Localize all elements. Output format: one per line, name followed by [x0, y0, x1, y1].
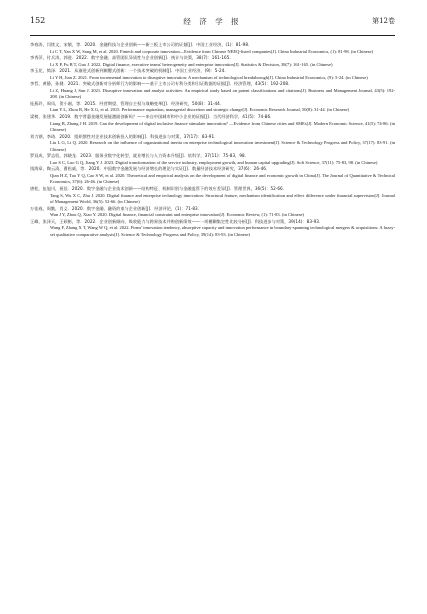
- reference-item: [30, 186, 395, 206]
- reference-cn: 梁榜，张建华．2019．数字普惠金融发展能激励创新吗？——来自中国城市和中小企业的证据[J]．当代经济科学，41(5)：74-86．: [30, 114, 275, 120]
- journal-name: 经 济 学 报: [183, 17, 242, 26]
- reference-item: [30, 219, 395, 239]
- reference-cn: 罗双成，罗志恒，郭晓龙．2023．服务业数字化转型、就业增长与人力资本升级[J]．软科学，37(11)：75-83，98．: [30, 153, 249, 159]
- reference-cn: 连燕玲，周凤，贺小刚，等．2015．经营期望、管理自主权与战略变革[J]．经济研究，50(8)：31-44．: [30, 100, 225, 106]
- page-number: 152: [30, 16, 46, 25]
- reference-item: [30, 68, 395, 81]
- reference-en: Liu L G, Li Q. 2020. Research on the influence of organizational inertia on enterprise technological innovation investment[J]. Science & Technology Progress and Policy, 37(17): 83-91. (in Chinese): [50, 140, 395, 152]
- reference-item: [30, 42, 395, 55]
- reference-cn: 李秀萍，付兵涛，郭进．2022．数字金融、高管团队异质性与企业创新[J]．统计与决策，38(7)：161-165．: [30, 55, 234, 61]
- reference-item: [30, 55, 395, 68]
- reference-en: Li X P, Fu B T, Guo J. 2022. Digital finance, executive teams' heterogeneity and enterprise innovation[J]. Statistics & Decision, 38(7): 161-165. (in Chinese): [50, 61, 333, 67]
- reference-cn: 唐松，伍旭川，祝佳．2020．数字金融与企业技术创新——结构特征、机制识别与金融监管下的效应差异[J]．管理世界，36(5)：52-66．: [30, 186, 287, 192]
- reference-cn: 钱海章，陶云清，曹松威，等．2020．中国数字金融发展与经济增长的理论与实证[J]．数量经济技术经济研究，37(6)：26-46．: [30, 166, 271, 172]
- reference-item: [30, 134, 395, 154]
- reference-en: Liang B, Zhang J H. 2019. Can the development of digital inclusive finance stimulate innovation? —Evidence from Chinese cities and SMEs[J]. Modern Economic Science, 41(5): 74-86. (in Chinese): [50, 120, 395, 133]
- reference-en: Luo S C, Luo G Q, Jiang Y J. 2023. Digital transformation of the service industry, employment growth, and human capital upgrading[J]. Soft Science, 37(11): 75-83, 98. (in Chinese): [50, 159, 378, 165]
- reference-en: Li Z, Huang J, Sun J. 2021. Disruptive innovation and analyst activities: An empirical study based on patent classifications and citations[J]. Business and Management Journal, 43(5): 192-208. (in Chinese): [50, 87, 395, 100]
- reference-item: [30, 166, 395, 186]
- reference-cn: 李春涛，闫续文，宋敏，等．2020．金融科技与企业创新——新三板上市公司的证据[J]．中国工业经济，(1)：81-98．: [30, 42, 253, 47]
- page-header: [30, 13, 395, 36]
- reference-en: Li Y H, Jian Z. 2021. From incremental innovation to disruptive innovation: A mechanism of technological breakthrough[J]. China Industrial Economics, (9): 5-24. (in Chinese): [50, 74, 368, 80]
- reference-en: Lian Y L, Zhou B, He X G, et al. 2015. Performance aspiration, managerial discretion and strategic change[J]. Economic Research Journal, 50(8): 31-44. (in Chinese): [50, 107, 349, 113]
- reference-item: [30, 101, 395, 114]
- reference-item: [30, 153, 395, 166]
- issue-label: 第12卷: [372, 17, 395, 25]
- reference-en: Qian H Z, Tao Y Q, Cao S W, et al. 2020. Theoretical and empirical analysis on the development of digital finance and economic growth in China[J]. The Journal of Quantitative & Technical Economics, 37(6): 26-46. (in Chinese): [50, 172, 395, 185]
- reference-cn: 李玉花，简泽．2021．从渐进式创新到颠覆式创新：一个技术突破的机制[J]．中国工业经济，(9)：5-24．: [30, 68, 229, 74]
- reference-item: [30, 81, 395, 101]
- reference-cn: 李哲，黄静，孙健．2021．突破式创新对分析师行为的影响——基于上市公司专利分类和引证数据的证据[J]．经济管理，43(5)：192-208．: [30, 81, 293, 87]
- reference-list: [30, 42, 395, 238]
- reference-item: [30, 114, 395, 134]
- reference-cn: 刘力钢，李琦．2020．组织惯性对企业技术创新投入的影响[J]．科技进步与对策，37(17)：83-91．: [30, 133, 219, 139]
- reference-item: [30, 206, 395, 219]
- reference-en: Li C T, Yan X W, Song M, et al. 2020. Fintech and corporate innovation—Evidence from Chinese NEEQ-listed companies[J]. China Industrial Economics, (1): 81-98. (in Chinese): [50, 48, 374, 54]
- reference-en: Wang F, Zhang X T, Wang W Q, et al. 2022. Firms' innovation tendency, absorptive capacity and innovation performance in boundary-spanning technological mergers & acquisitions: A fuzzy-set qualitative comparative analysis[J]. Science & Technology Progress and Policy, 39(14): 83-93. (in Chinese): [50, 225, 395, 237]
- reference-cn: 王峰，张泽天，王硕彬，等．2022．企业创新倾向、吸收能力与跨界技术并购创新绩效——一项模糊集定性比较分析[J]．科技进步与对策，39(14)：83-93．: [30, 218, 324, 224]
- page: [0, 13, 427, 614]
- reference-en: Wan J Y, Zhou Q, Xiao Y. 2020. Digital finance, financial constraint and enterprise innovation[J]. Economic Review, (1): 71-83. (in Chinese): [50, 212, 305, 218]
- reference-en: Tang S, Wu X C, Zhu J. 2020. Digital finance and enterprise technology innovation: Structural feature, mechanism identification and effect difference under financial supervision[J]. Journal of Management World, 36(5): 52-66. (in Chinese): [50, 192, 395, 205]
- reference-cn: 万佳彧，周勤，肖义．2020．数字金融、融资约束与企业创新[J]．经济评论，(1)：71-83．: [30, 205, 202, 211]
